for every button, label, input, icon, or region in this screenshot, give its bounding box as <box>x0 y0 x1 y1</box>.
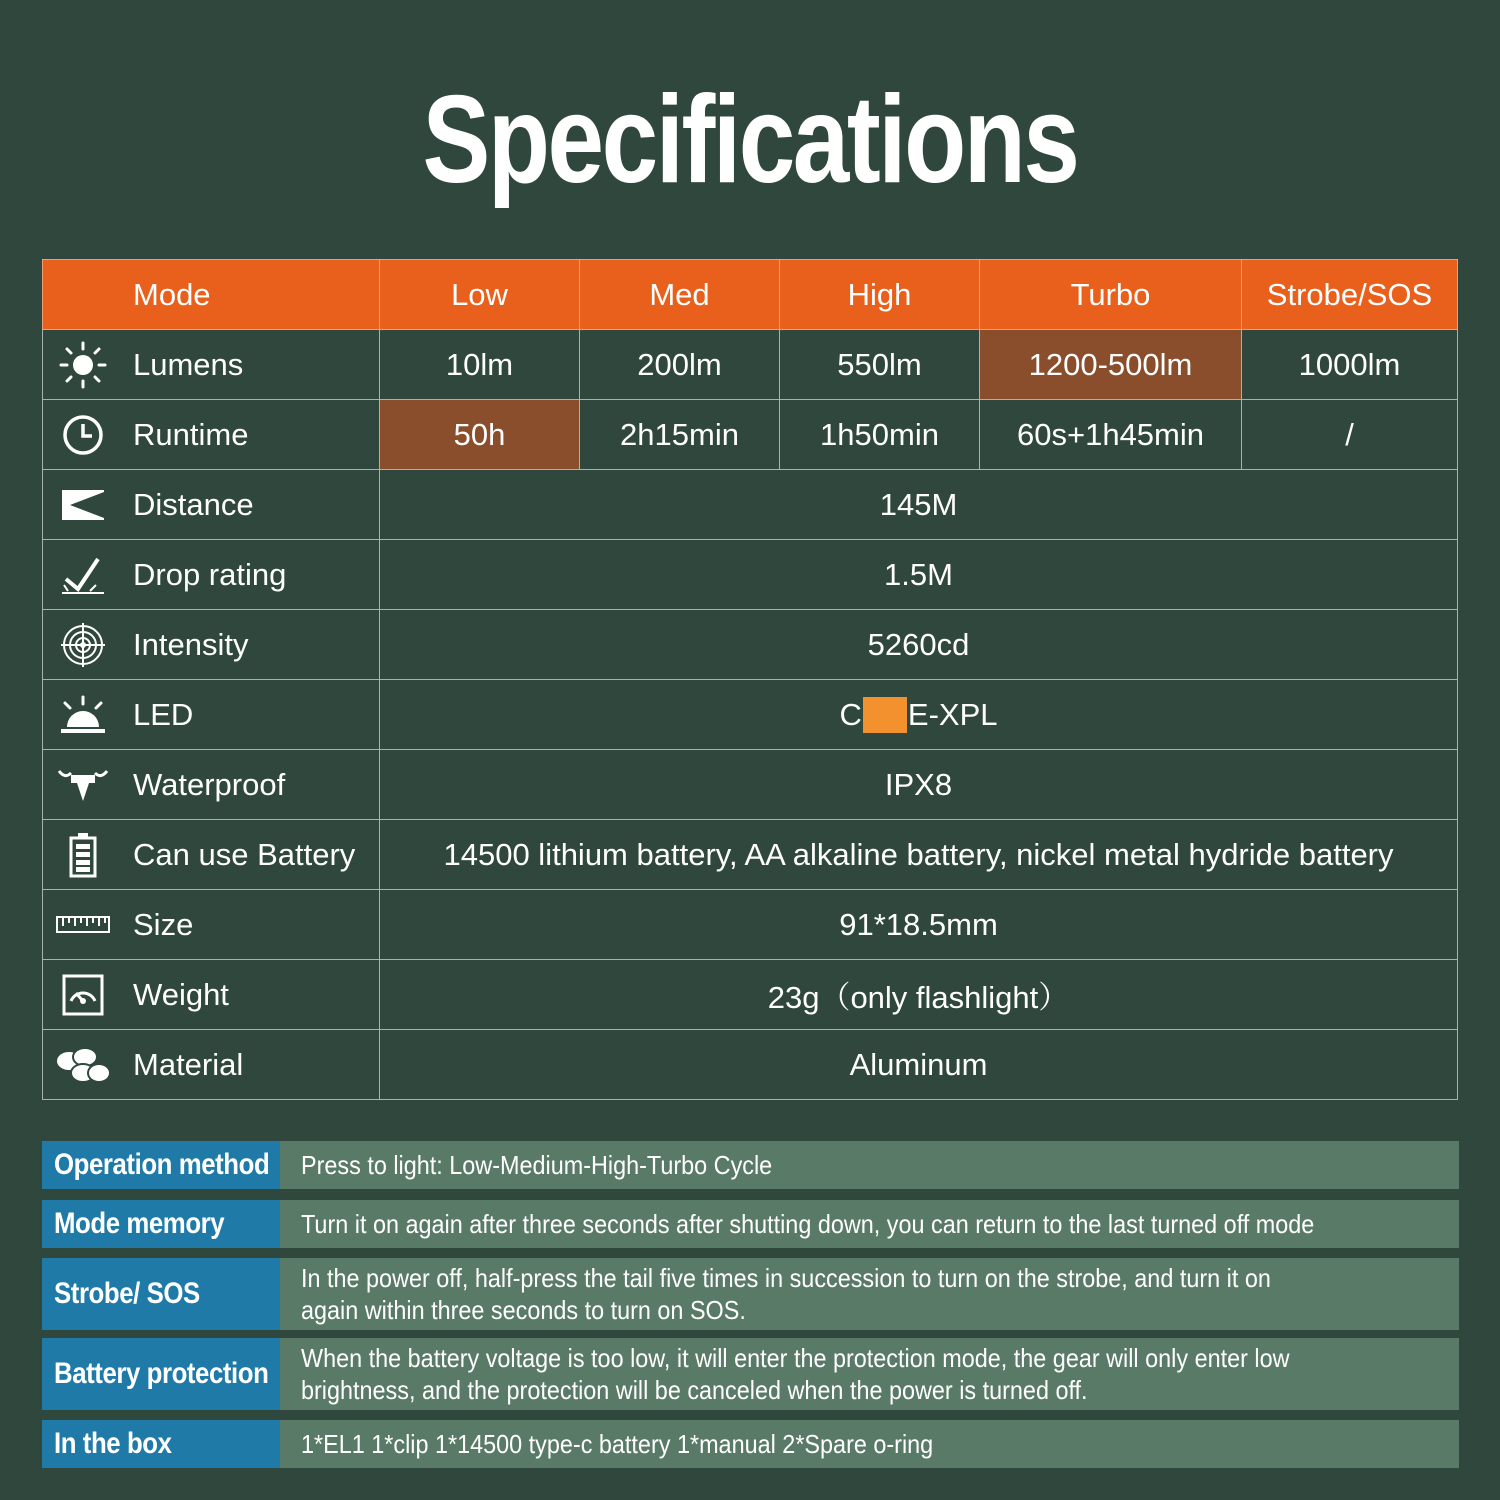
target-icon <box>55 623 111 667</box>
drop-value: 1.5M <box>380 540 1458 610</box>
distance-icon <box>55 483 111 527</box>
waterproof-icon <box>55 763 111 807</box>
table-row-battery <box>43 820 1458 890</box>
row-label: Weight <box>133 976 229 1012</box>
info-value: 1*EL1 1*clip 1*14500 type-c battery 1*manual 2*Spare o-ring <box>280 1420 1459 1468</box>
table-row-lumens <box>43 330 1458 400</box>
info-row-mode-memory <box>42 1200 1459 1248</box>
info-key: Battery protection <box>42 1338 280 1410</box>
battery-value: 14500 lithium battery, AA alkaline battery, nickel metal hydride battery <box>380 820 1458 890</box>
battery-icon <box>55 833 111 877</box>
info-row-operation <box>42 1141 1459 1189</box>
row-label: Intensity <box>133 626 249 662</box>
table-header-row <box>43 260 1458 330</box>
info-key: Mode memory <box>42 1200 280 1248</box>
header-low: Low <box>380 260 580 330</box>
led-icon <box>55 693 111 737</box>
clock-icon <box>55 413 111 457</box>
table-row-runtime <box>43 400 1458 470</box>
table-row-intensity <box>43 610 1458 680</box>
row-label: Lumens <box>133 346 244 382</box>
material-icon <box>55 1043 111 1087</box>
info-row-battery-protection <box>42 1338 1459 1410</box>
spec-table <box>42 259 1458 1100</box>
size-value: 91*18.5mm <box>380 890 1458 960</box>
scale-icon <box>55 973 111 1017</box>
info-row-strobe-sos <box>42 1258 1459 1330</box>
table-row-waterproof <box>43 750 1458 820</box>
row-label: Drop rating <box>133 556 287 592</box>
runtime-med: 2h15min <box>580 400 780 470</box>
table-row-drop <box>43 540 1458 610</box>
header-high: High <box>780 260 980 330</box>
led-value <box>380 680 1458 750</box>
header-strobe-sos: Strobe/SOS <box>1242 260 1458 330</box>
lumens-low: 10lm <box>380 330 580 400</box>
led-prefix: C <box>839 696 862 732</box>
ruler-icon <box>55 903 111 947</box>
info-key: Strobe/ SOS <box>42 1258 280 1330</box>
info-row-in-the-box <box>42 1420 1459 1468</box>
row-label: Size <box>133 906 194 942</box>
row-label: LED <box>133 696 194 732</box>
info-value: In the power off, half-press the tail five times in succession to turn on the strobe, and turn it on again within three seconds to turn on SOS. <box>280 1258 1459 1330</box>
info-value: When the battery voltage is too low, it will enter the protection mode, the gear will only enter low brightness, and the protection will be canceled when the power is turned off. <box>280 1338 1459 1410</box>
weight-value: 23g（only flashlight） <box>380 960 1458 1030</box>
intensity-value: 5260cd <box>380 610 1458 680</box>
info-key: Operation method <box>42 1141 280 1189</box>
led-mask-block <box>863 697 907 733</box>
lumens-turbo: 1200-500lm <box>980 330 1242 400</box>
row-label: Can use Battery <box>133 836 356 872</box>
runtime-high: 1h50min <box>780 400 980 470</box>
header-med: Med <box>580 260 780 330</box>
row-label: Waterproof <box>133 766 286 802</box>
page-title: Specifications <box>422 71 1078 209</box>
distance-value: 145M <box>380 470 1458 540</box>
row-label: Material <box>133 1046 244 1082</box>
header-turbo: Turbo <box>980 260 1242 330</box>
waterproof-value: IPX8 <box>380 750 1458 820</box>
lumens-strobe: 1000lm <box>1242 330 1458 400</box>
table-row-led <box>43 680 1458 750</box>
lumens-med: 200lm <box>580 330 780 400</box>
table-row-size <box>43 890 1458 960</box>
material-value: Aluminum <box>380 1030 1458 1100</box>
sun-icon <box>55 343 111 387</box>
row-label: Runtime <box>133 416 249 452</box>
lumens-high: 550lm <box>780 330 980 400</box>
drop-icon <box>55 553 111 597</box>
runtime-turbo: 60s+1h45min <box>980 400 1242 470</box>
header-mode: Mode <box>43 260 380 330</box>
info-value: Turn it on again after three seconds after shutting down, you can return to the last turned off mode <box>280 1200 1459 1248</box>
info-value: Press to light: Low-Medium-High-Turbo Cycle <box>280 1141 1459 1189</box>
row-label: Distance <box>133 486 254 522</box>
info-key: In the box <box>42 1420 280 1468</box>
runtime-low: 50h <box>380 400 580 470</box>
table-row-weight <box>43 960 1458 1030</box>
runtime-strobe: / <box>1242 400 1458 470</box>
table-row-distance <box>43 470 1458 540</box>
table-row-material <box>43 1030 1458 1100</box>
led-suffix: E-XPL <box>907 696 998 732</box>
